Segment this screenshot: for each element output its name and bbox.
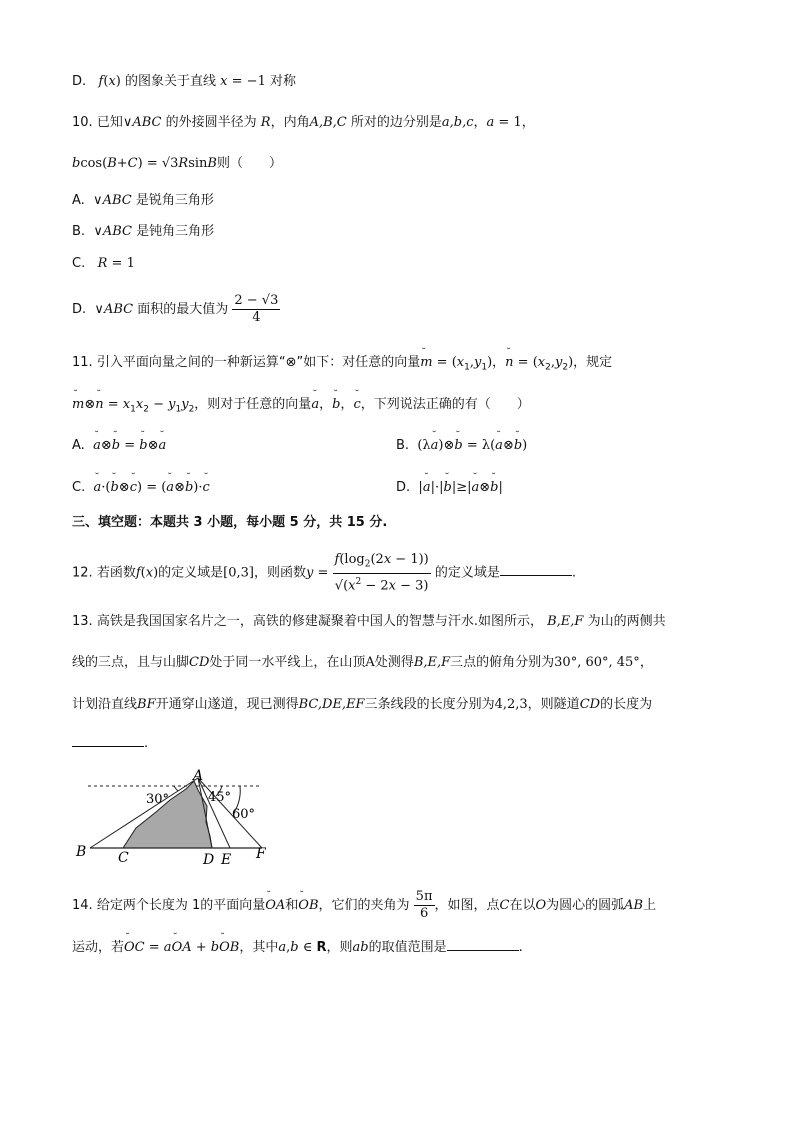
angle-label-30: 30° xyxy=(146,792,170,807)
q13-line2: 线的三点，且与山脚CD处于同一水平线上，在山顶A处测得B,E,F三点的俯角分别为30°, 60°, 45°， xyxy=(72,655,653,670)
answer-blank[interactable] xyxy=(447,938,519,951)
angle-label-60: 60° xyxy=(232,807,256,822)
q11-option-c: C. ˘ a·(˘ b⊗˘ c) = (˘ a⊗˘ b)·˘ c xyxy=(72,478,210,498)
angle-arc-30 xyxy=(174,786,178,791)
label-F: F xyxy=(256,846,266,862)
q11-stem-line1: 11. 引入平面向量之间的一种新运算“⊗”如下：对任意的向量˘ $m = (x_1,y_1)$，˘ $n = (x_2,y_2)$，规定 xyxy=(72,353,612,378)
fraction-5pi-over-6: $\frac{5\pi}{6}$ xyxy=(415,889,433,921)
math-fx: f xyxy=(90,74,104,89)
q10-option-a: A. ∨ABC 是锐角三角形 xyxy=(72,193,214,208)
q14-line1: 14. 给定两个长度为 1的平面向量˘ OA和˘ OB，它们的夹角为 $\frac{5\pi}{6}$ ，如图，点C在以O为圆心的圆弧AB上 xyxy=(72,886,656,926)
answer-blank[interactable] xyxy=(500,563,572,576)
q13-line4: . xyxy=(72,734,148,754)
q11-option-d: D. |˘ a|·|˘ b|≥|˘ a⊗˘ b| xyxy=(396,478,503,498)
q10-option-c: C. R = 1 xyxy=(72,256,135,271)
q10-option-b: B. ∨ABC 是钝角三角形 xyxy=(72,224,215,239)
q11-option-a: A. ˘ a⊗˘ b = ˘ b⊗˘ a xyxy=(72,436,166,456)
q11-option-b: B. (λ˘ a)⊗˘ b = λ(˘ a⊗˘ b) xyxy=(396,436,527,456)
section-3-heading: 三、填空题：本题共 3 小题，每小题 5 分，共 15 分. xyxy=(72,515,388,530)
q11-stem-line2: ˘ m⊗˘ $n = x_1x_2 - y_1y_2$，则对于任意的向量˘ a，˘ b，˘ c，下列说法正确的有（ ） xyxy=(72,395,530,420)
q10-stem-line1: 10. 已知∨ABC 的外接圆半径为 R，内角A,B,C 所对的边分别是a,b,c，a = 1， xyxy=(72,115,535,130)
label-D: D xyxy=(203,852,215,866)
angle-label-45: 45° xyxy=(208,790,232,805)
q14-line2: 运动，若˘ OC = a˘ OA + b˘ OB，其中a,b ∈ R，则ab的取值范围是 . xyxy=(72,938,523,958)
label-C: C xyxy=(118,850,129,866)
label-E: E xyxy=(221,852,232,866)
q10-stem-line2: bcos(B+C) = √3RsinB则（ ） xyxy=(72,156,282,171)
q10-option-d: D. ∨ABC 面积的最大值为 $\frac{2 - √3}{4}$ xyxy=(72,293,279,325)
fraction-domain-function: $\frac{f(\log_2(2x - 1))}{√(x^2 - 2x - 3)}$ xyxy=(334,552,429,593)
q13-line1: 13. 高铁是我国国家名片之一，高铁的修建凝聚着中国人的智慧与汗水.如图所示， B,E,F 为山的两侧共 xyxy=(72,614,666,629)
q13-line3: 计划沿直线BF开通穿山遂道，现已测得BC,DE,EF三条线段的长度分别为4,2,3，则隧道CD的长度为 xyxy=(72,697,653,712)
fraction-2-minus-sqrt3-over-4: $\frac{2 - √3}{4}$ xyxy=(234,293,279,325)
q9-option-d: D. f(x) 的图象关于直线 x = −1 对称 xyxy=(72,74,296,89)
label-A: A xyxy=(193,768,204,784)
label-B: B xyxy=(76,844,87,860)
answer-blank[interactable] xyxy=(72,734,144,747)
q12-stem: 12. 若函数f(x)的定义域是[0,3]，则函数y = $\frac{f(\log_2(2x - 1))}{√(x^2 - 2x - 3)}$ 的定义域是 . xyxy=(72,552,577,593)
tunnel-mountain-diagram xyxy=(70,766,280,866)
